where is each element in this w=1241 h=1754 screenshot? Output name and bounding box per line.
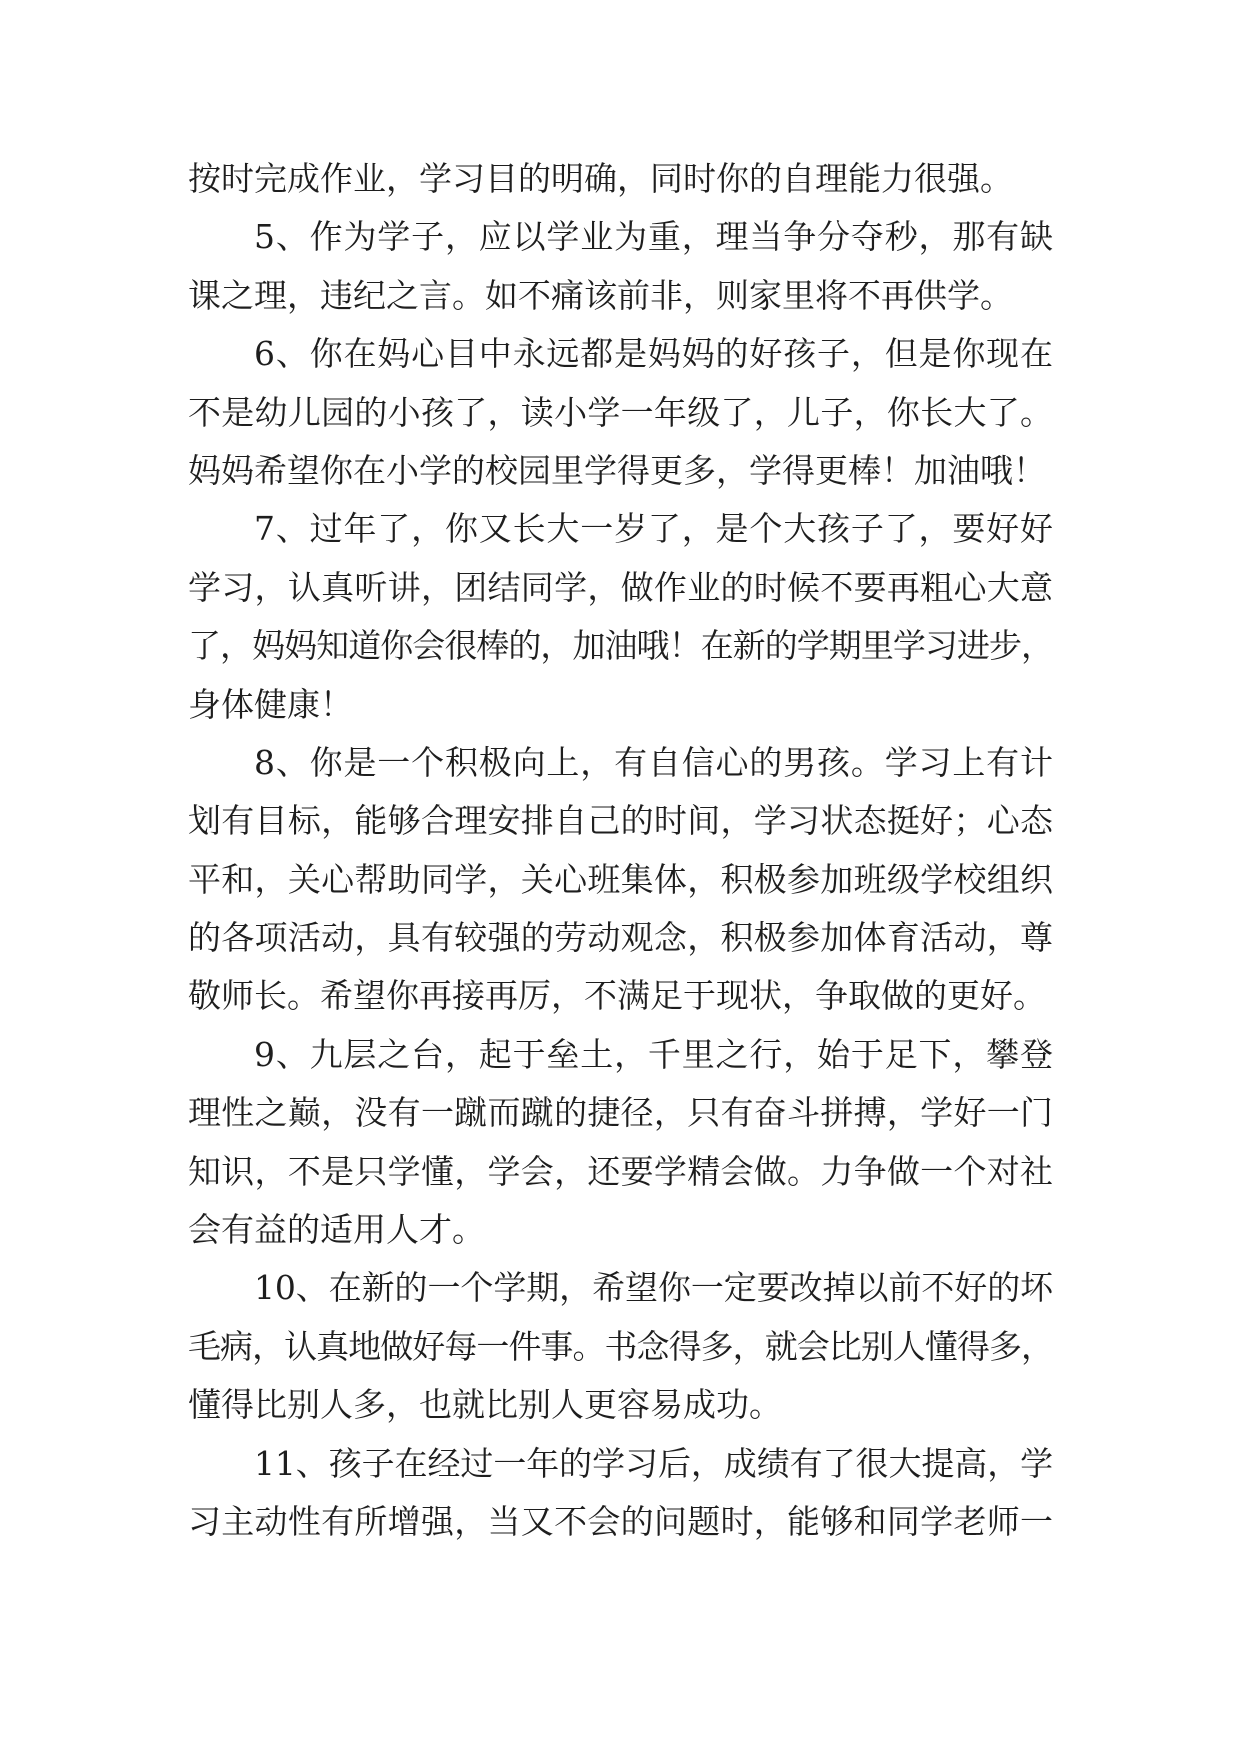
text-line: 9、九层之台，起于垒土，千里之行，始于足下，攀登 xyxy=(254,1034,1053,1074)
paragraph xyxy=(188,208,1053,325)
text-line: 了，妈妈知道你会很棒的，加油哦！在新的学期里学习进步， xyxy=(188,626,1053,666)
text-line: 划有目标，能够合理安排自己的时间，学习状态挺好；心态 xyxy=(188,801,1053,841)
text-line: 5、作为学子，应以学业为重，理当争分夺秒，那有缺 xyxy=(254,217,1053,257)
text-line: 按时完成作业，学习目的明确，同时你的自理能力很强。 xyxy=(188,159,1013,198)
paragraph xyxy=(188,734,1053,1026)
text-line: 7、过年了，你又长大一岁了，是个大孩子了，要好好 xyxy=(254,509,1053,549)
text-line: 习主动性有所增强，当又不会的问题时，能够和同学老师一 xyxy=(188,1501,1053,1541)
text-line: 理性之巅，没有一蹴而蹴的捷径，只有奋斗拼搏，学好一门 xyxy=(188,1093,1053,1133)
text-line: 课之理，违纪之言。如不痛该前非，则家里将不再供学。 xyxy=(188,275,1013,315)
paragraph xyxy=(188,1026,1053,1260)
text-line: 8、你是一个积极向上，有自信心的男孩。学习上有计 xyxy=(254,742,1053,782)
text-line: 身体健康！ xyxy=(188,684,353,724)
text-line: 妈妈希望你在小学的校园里学得更多，学得更棒！加油哦！ xyxy=(188,450,1046,490)
text-line: 平和，关心帮助同学，关心班集体，积极参加班级学校组织 xyxy=(188,859,1053,899)
text-line: 6、你在妈心目中永远都是妈妈的好孩子，但是你现在 xyxy=(254,334,1053,374)
paragraph xyxy=(188,150,1053,208)
text-line: 毛病，认真地做好每一件事。书念得多，就会比别人懂得多， xyxy=(188,1326,1053,1366)
paragraph xyxy=(188,325,1053,500)
text-line: 会有益的适用人才。 xyxy=(188,1210,485,1250)
text-line: 懂得比别人多，也就比别人更容易成功。 xyxy=(188,1385,782,1425)
text-line: 敬师长。希望你再接再厉，不满足于现状，争取做的更好。 xyxy=(188,976,1046,1016)
paragraph xyxy=(188,1435,1053,1552)
paragraph xyxy=(188,500,1053,734)
text-line: 知识，不是只学懂，学会，还要学精会做。力争做一个对社 xyxy=(188,1151,1053,1191)
text-line: 的各项活动，具有较强的劳动观念，积极参加体育活动，尊 xyxy=(188,918,1053,958)
body-text xyxy=(188,150,1053,1551)
paragraph xyxy=(188,1259,1053,1434)
text-line: 11、孩子在经过一年的学习后，成绩有了很大提高，学 xyxy=(254,1443,1053,1483)
text-line: 不是幼儿园的小孩了，读小学一年级了，儿子，你长大了。 xyxy=(188,392,1053,432)
text-line: 10、在新的一个学期，希望你一定要改掉以前不好的坏 xyxy=(254,1268,1053,1308)
text-line: 学习，认真听讲，团结同学，做作业的时候不要再粗心大意 xyxy=(188,567,1053,607)
